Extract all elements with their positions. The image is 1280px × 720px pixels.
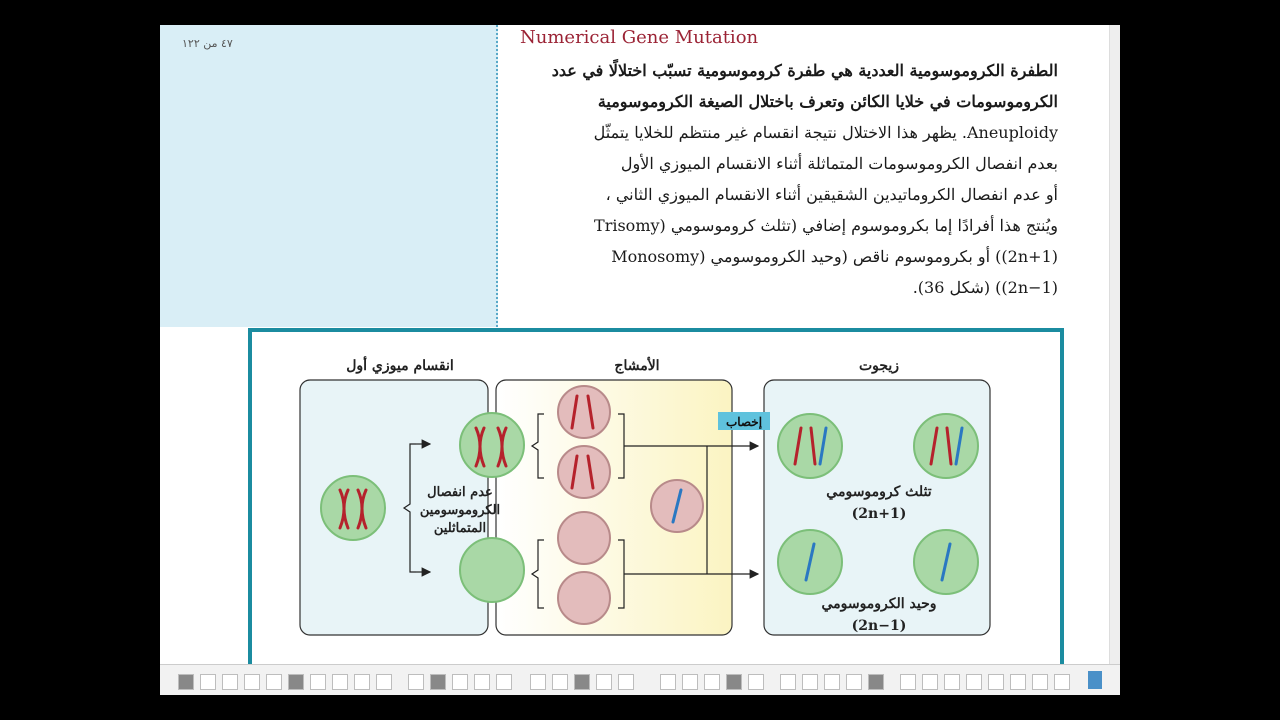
- monosomy-formula: (2n−1): [851, 618, 907, 634]
- gamete-nullisomic-1: [558, 512, 610, 564]
- daughter-cell-disomic: [460, 413, 524, 477]
- paragraph-line: بعدم انفصال الكروموسومات المتماثلة أثناء الانقسام الميوزي الأول: [620, 154, 1058, 173]
- tool-icon[interactable]: [1010, 674, 1026, 690]
- tool-icon[interactable]: [474, 674, 490, 690]
- paragraph-line: الكروموسومات في خلايا الكائن وتعرف باختلال الصيغة الكروموسومية: [597, 92, 1058, 111]
- tool-icon[interactable]: [408, 674, 424, 690]
- tool-icon[interactable]: [988, 674, 1004, 690]
- tool-icon[interactable]: [596, 674, 612, 690]
- nondisjunction-label: عدم انفصال: [427, 485, 493, 500]
- tool-icon[interactable]: [660, 674, 676, 690]
- tool-icon[interactable]: [704, 674, 720, 690]
- parent-cell: [321, 476, 385, 540]
- toolbar-end-icon[interactable]: [1088, 671, 1102, 689]
- paragraph-line: ويُنتج هذا أفرادًا إما بكروموسوم إضافي (تثلث كروموسومي (Trisomy: [594, 216, 1058, 235]
- nondisjunction-label: الكروموسومين: [419, 503, 501, 518]
- tool-icon[interactable]: [1032, 674, 1048, 690]
- zygote-trisomy-1: [778, 414, 842, 478]
- paragraph-line: أو عدم انفصال الكروماتيدين الشقيقين أثناء الانقسام الميوزي الثاني ،: [605, 185, 1058, 204]
- tool-icon[interactable]: [748, 674, 764, 690]
- tool-icon[interactable]: [332, 674, 348, 690]
- trisomy-label: تثلث كروموسومي: [826, 484, 932, 500]
- tool-icon[interactable]: [496, 674, 512, 690]
- tool-icon[interactable]: [922, 674, 938, 690]
- paragraph-line: (2n+1)) أو بكروموسوم ناقص (وحيد الكروموسومي (Monosomy: [611, 247, 1058, 266]
- daughter-cell-empty: [460, 538, 524, 602]
- page-indicator: ٤٧ من ١٢٢: [182, 37, 233, 50]
- tool-icon[interactable]: [802, 674, 818, 690]
- tool-icon[interactable]: [244, 674, 260, 690]
- tool-icon[interactable]: [222, 674, 238, 690]
- tool-icon[interactable]: [780, 674, 796, 690]
- tool-icon[interactable]: [552, 674, 568, 690]
- gamete-disomic-2: [558, 446, 610, 498]
- panel-label-meiosis: انقسام ميوزي أول: [346, 358, 454, 374]
- tool-icon[interactable]: [288, 674, 304, 690]
- tool-icon[interactable]: [682, 674, 698, 690]
- vertical-scrollbar[interactable]: [1109, 25, 1120, 665]
- nondisjunction-diagram: [252, 332, 1060, 682]
- body-paragraph: [518, 55, 1058, 303]
- tool-icon[interactable]: [430, 674, 446, 690]
- tool-icon[interactable]: [574, 674, 590, 690]
- document-viewer: [160, 25, 1120, 695]
- gamete-disomic-1: [558, 386, 610, 438]
- tool-icon[interactable]: [452, 674, 468, 690]
- panel-label-zygote: زيجوت: [858, 358, 900, 374]
- tool-icon[interactable]: [726, 674, 742, 690]
- tool-icon[interactable]: [530, 674, 546, 690]
- tool-icon[interactable]: [824, 674, 840, 690]
- monosomy-label: وحيد الكروموسومي: [821, 596, 937, 612]
- tool-icon[interactable]: [200, 674, 216, 690]
- bottom-toolbar: [160, 664, 1120, 695]
- tool-icon[interactable]: [618, 674, 634, 690]
- tool-icon[interactable]: [846, 674, 862, 690]
- tool-icon[interactable]: [966, 674, 982, 690]
- tool-icon[interactable]: [178, 674, 194, 690]
- paragraph-line: Aneuploidy. يظهر هذا الاختلال نتيجة انقسام غير منتظم للخلايا يتمثّل: [593, 123, 1058, 142]
- panel-label-gametes: الأمشاج: [614, 358, 660, 374]
- tool-icon[interactable]: [1054, 674, 1070, 690]
- zygote-trisomy-2: [914, 414, 978, 478]
- tool-icon[interactable]: [310, 674, 326, 690]
- tool-icon[interactable]: [944, 674, 960, 690]
- tool-icon[interactable]: [354, 674, 370, 690]
- tool-icon[interactable]: [900, 674, 916, 690]
- figure-36-nondisjunction: [248, 328, 1064, 682]
- paragraph-line: الطفرة الكروموسومية العددية هي طفرة كروموسومية تسبّب اختلالًا في عدد: [551, 61, 1058, 80]
- tool-icon[interactable]: [868, 674, 884, 690]
- tool-icon[interactable]: [376, 674, 392, 690]
- trisomy-formula: (2n+1): [851, 506, 907, 522]
- page-margin-panel: [160, 25, 498, 327]
- fertilization-label: إخصاب: [725, 415, 763, 429]
- section-heading: Numerical Gene Mutation: [520, 27, 759, 48]
- nondisjunction-label: المتماثلين: [433, 521, 487, 536]
- paragraph-line: (2n−1)) (شكل 36).: [912, 278, 1058, 297]
- tool-icon[interactable]: [266, 674, 282, 690]
- gamete-nullisomic-2: [558, 572, 610, 624]
